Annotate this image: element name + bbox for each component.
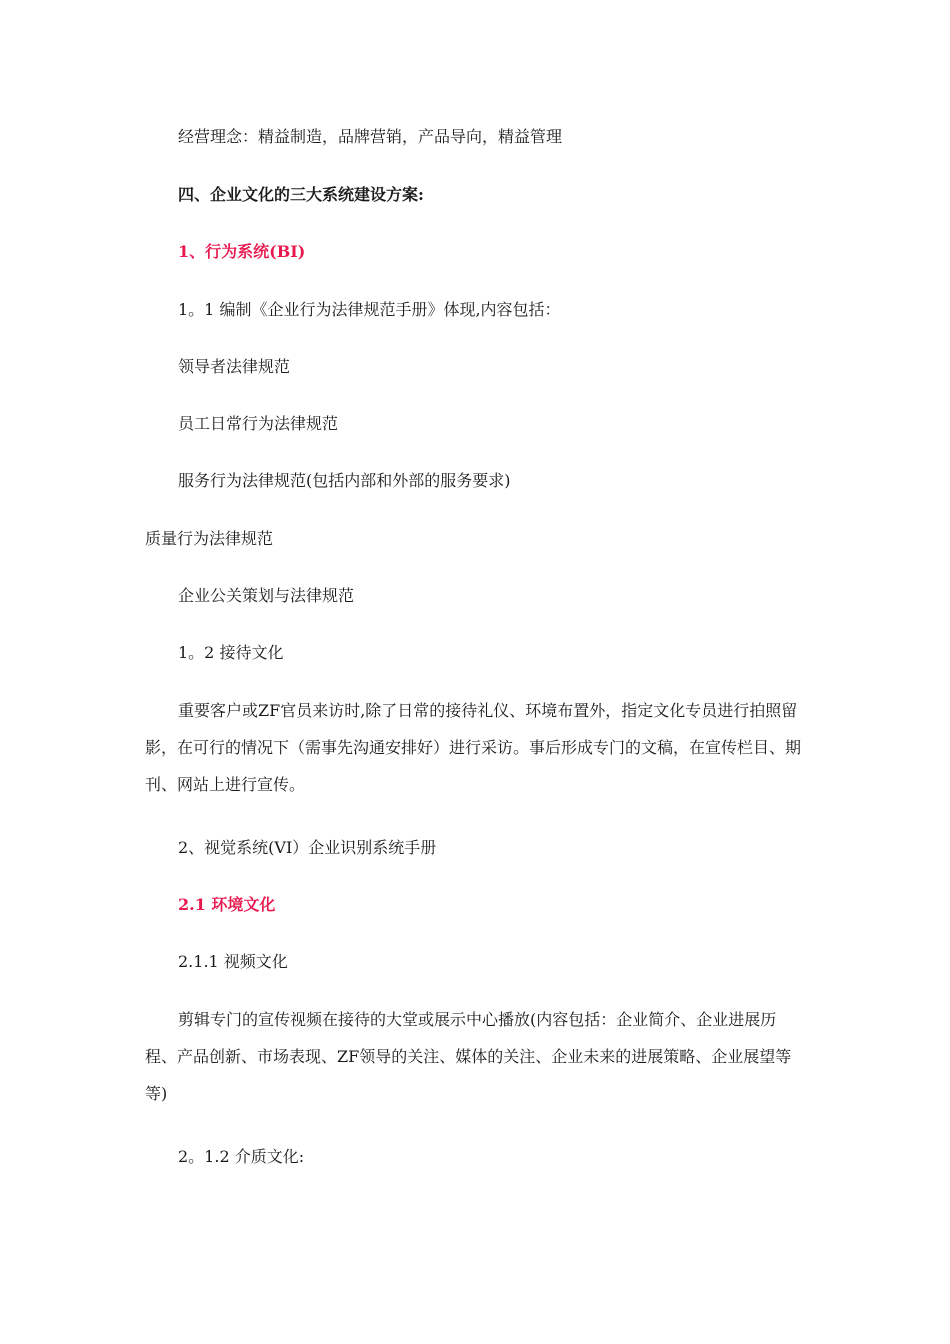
item-1-1: 1。1 编制《企业行为法律规范手册》体现,内容包括： bbox=[178, 300, 561, 319]
list-item-employee-norms: 员工日常行为法律规范 bbox=[178, 414, 339, 433]
list-item-pr-norms: 企业公关策划与法律规范 bbox=[178, 586, 355, 605]
subheading-behavior-system: 1、行为系统(BI) bbox=[178, 242, 306, 261]
item-2-1-1: 2.1.1 视频文化 bbox=[178, 952, 288, 971]
section-heading-four: 四、企业文化的三大系统建设方案: bbox=[178, 185, 424, 204]
item-2-1-2: 2。1.2 介质文化: bbox=[178, 1147, 305, 1166]
list-item-quality-norms: 质量行为法律规范 bbox=[145, 529, 274, 548]
video-culture-paragraph: 剪辑专门的宣传视频在接待的大堂或展示中心播放(内容包括：企业简介、企业进展历程、产品创新、市场表现、ZF领导的关注、媒体的关注、企业未来的进展策略、企业展望等等) bbox=[145, 1010, 792, 1103]
list-item-leader-norms: 领导者法律规范 bbox=[178, 357, 291, 376]
reception-culture-paragraph: 重要客户或ZF官员来访时,除了日常的接待礼仪、环境布置外，指定文化专员进行拍照留影，在可行的情况下（需事先沟通安排好）进行采访。事后形成专门的文稿，在宣传栏目、期刊、网站上进行宣传。 bbox=[145, 701, 802, 794]
item-1-2: 1。2 接待文化 bbox=[178, 643, 284, 662]
business-philosophy-line: 经营理念：精益制造，品牌营销，产品导向，精益管理 bbox=[178, 127, 563, 146]
list-item-service-norms: 服务行为法律规范(包括内部和外部的服务要求) bbox=[178, 471, 511, 490]
visual-system-heading: 2、视觉系统(VI）企业识别系统手册 bbox=[178, 838, 437, 857]
subheading-environment-culture: 2.1 环境文化 bbox=[178, 895, 276, 914]
